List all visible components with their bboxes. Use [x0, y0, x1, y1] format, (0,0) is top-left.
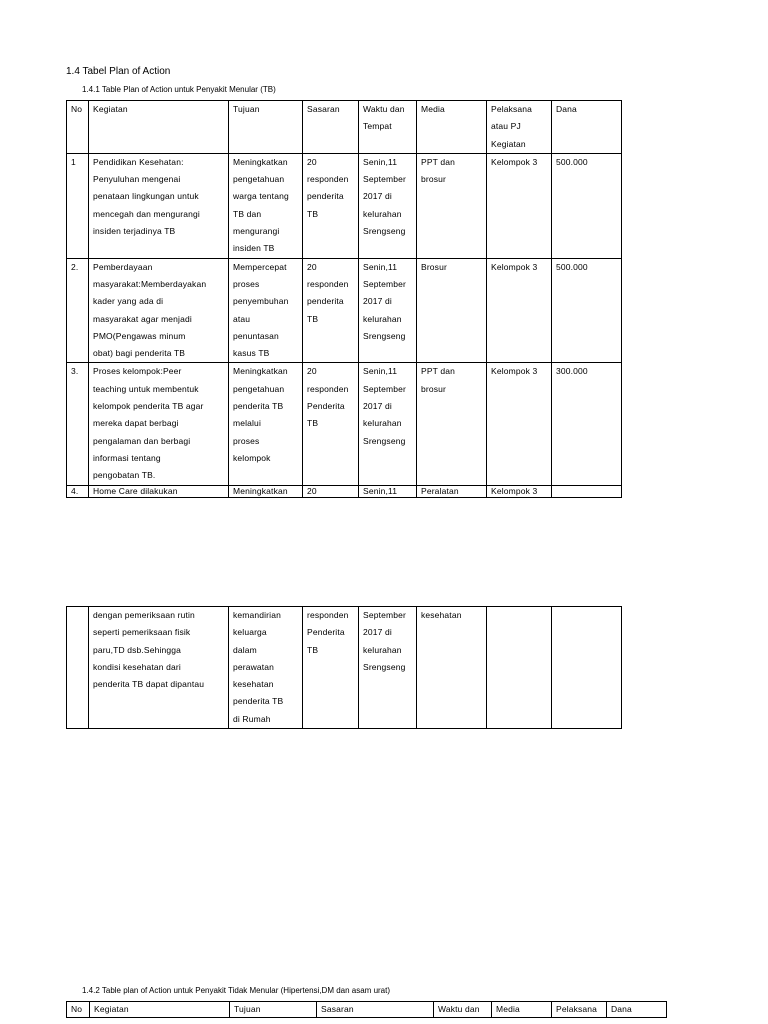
table-cell: 20 responden penderita TB: [303, 258, 359, 363]
table-cell: [487, 607, 552, 729]
table-cell: Proses kelompok:Peer teaching untuk membentuk kelompok penderita TB agar mereka dapat berbagi pengalaman dan berbagi informasi tentang pengobatan TB.: [89, 363, 229, 485]
header-cell: Media: [492, 1002, 552, 1018]
plan-of-action-table-ptm: [66, 1001, 667, 1018]
table-cell: [67, 607, 89, 729]
table-cell: 20 responden Penderita TB: [303, 363, 359, 485]
section-heading: 1.4 Tabel Plan of Action: [66, 66, 171, 77]
table-cell: 300.000: [552, 363, 622, 485]
header-cell: Media: [417, 101, 487, 154]
header-cell: Tujuan: [230, 1002, 317, 1018]
header-cell: Sasaran: [317, 1002, 434, 1018]
table-cell: 3.: [67, 363, 89, 485]
table-cell: Meningkatkan pengetahuan warga tentang TB dan mengurangi insiden TB: [229, 153, 303, 258]
table-cell: Pemberdayaan masyarakat:Memberdayakan kader yang ada di masyarakat agar menjadi PMO(Pengawas minum obat) bagi penderita TB: [89, 258, 229, 363]
table-cell: [552, 485, 622, 497]
table-cell: Senin,11 September 2017 di kelurahan Srengseng: [359, 153, 417, 258]
table-cell: Kelompok 3: [487, 485, 552, 497]
table-cell: Home Care dilakukan: [89, 485, 229, 497]
table-cell: Kelompok 3: [487, 258, 552, 363]
table-cell: [552, 607, 622, 729]
plan-of-action-table-tb-continued: [66, 606, 622, 729]
table-cell: 500.000: [552, 153, 622, 258]
table-cell: Senin,11 September 2017 di kelurahan Srengseng: [359, 258, 417, 363]
table-cell: 4.: [67, 485, 89, 497]
table-cell: PPT dan brosur: [417, 363, 487, 485]
table-cell: PPT dan brosur: [417, 153, 487, 258]
table-cell: kemandirian keluarga dalam perawatan kesehatan penderita TB di Rumah: [229, 607, 303, 729]
table-row: [67, 607, 622, 729]
table-cell: Senin,11: [359, 485, 417, 497]
table-cell: Pendidikan Kesehatan: Penyuluhan mengenai penataan lingkungan untuk mencegah dan mengurangi insiden terjadinya TB: [89, 153, 229, 258]
table-cell: 2.: [67, 258, 89, 363]
table-row: [67, 363, 622, 485]
table-cell: 20: [303, 485, 359, 497]
table-cell: Kelompok 3: [487, 363, 552, 485]
table-cell: Brosur: [417, 258, 487, 363]
table-cell: kesehatan: [417, 607, 487, 729]
header-cell: No: [67, 101, 89, 154]
table-cell: 20 responden penderita TB: [303, 153, 359, 258]
header-cell: Kegiatan: [90, 1002, 230, 1018]
subsection-heading-tb: 1.4.1 Table Plan of Action untuk Penyakit Menular (TB): [82, 85, 276, 94]
header-cell: Waktu dan: [434, 1002, 492, 1018]
subsection-heading-non-communicable: 1.4.2 Table plan of Action untuk Penyakit Tidak Menular (Hipertensi,DM dan asam urat): [82, 986, 391, 995]
header-cell: Waktu dan Tempat: [359, 101, 417, 154]
table-cell: 500.000: [552, 258, 622, 363]
table-cell: Senin,11 September 2017 di kelurahan Srengseng: [359, 363, 417, 485]
table-cell: September 2017 di kelurahan Srengseng: [359, 607, 417, 729]
table-header-row: [67, 1002, 667, 1018]
header-cell: Tujuan: [229, 101, 303, 154]
header-cell: Dana: [607, 1002, 667, 1018]
table-cell: Mempercepat proses penyembuhan atau penuntasan kasus TB: [229, 258, 303, 363]
table-cell: responden Penderita TB: [303, 607, 359, 729]
table-row: [67, 153, 622, 258]
table-cell: Meningkatkan: [229, 485, 303, 497]
header-cell: Kegiatan: [89, 101, 229, 154]
table-cell: 1: [67, 153, 89, 258]
header-cell: No: [67, 1002, 90, 1018]
table-row: [67, 258, 622, 363]
table-cell: Kelompok 3: [487, 153, 552, 258]
table-cell: dengan pemeriksaan rutin seperti pemeriksaan fisik paru,TD dsb.Sehingga kondisi kesehatan dari penderita TB dapat dipantau: [89, 607, 229, 729]
plan-of-action-table-tb: [66, 100, 622, 498]
table-cell: Meningkatkan pengetahuan penderita TB melalui proses kelompok: [229, 363, 303, 485]
table-row: [67, 485, 622, 497]
header-cell: Sasaran: [303, 101, 359, 154]
header-cell: Pelaksana: [552, 1002, 607, 1018]
table-cell: Peralatan: [417, 485, 487, 497]
table-header-row: [67, 101, 622, 154]
header-cell: Dana: [552, 101, 622, 154]
header-cell: Pelaksana atau PJ Kegiatan: [487, 101, 552, 154]
